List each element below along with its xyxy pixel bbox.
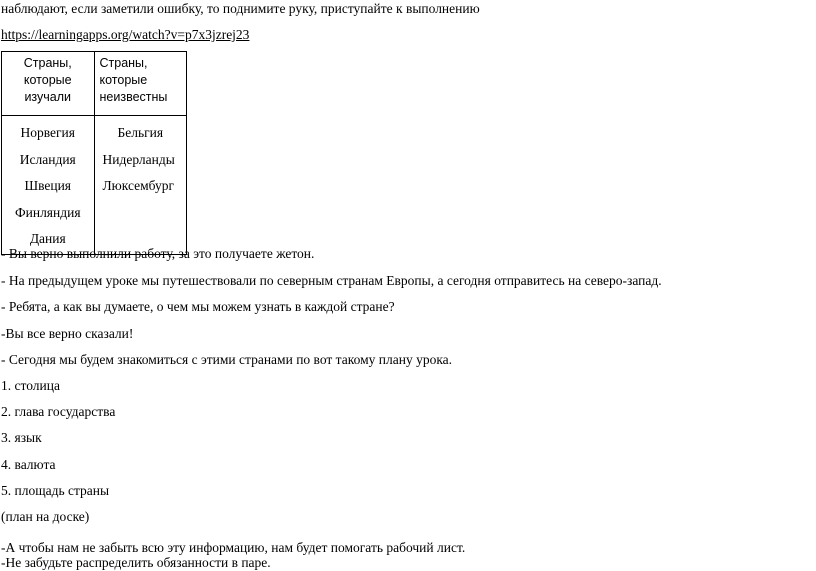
country-sweden: Швеция [24,178,72,193]
text-line: - Ребята, а как вы думаете, о чем мы можем узнать в каждой стране? [1,299,395,314]
learningapps-link[interactable]: https://learningapps.org/watch?v=p7x3jzrej23 [1,27,250,42]
text-line: -Вы все верно сказали! [1,326,134,341]
plan-item: 1. столица [1,378,60,393]
countries-table [1,51,187,255]
plan-item: 4. валюта [1,457,56,472]
text-line: -Не забудьте распределить обязанности в паре. [1,555,271,570]
country-belgium: Бельгия [117,125,164,140]
studied-countries-cell [2,116,95,255]
plan-item: 3. язык [1,430,42,445]
country-norway: Норвегия [20,125,75,140]
plan-item: 2. глава государства [1,404,116,419]
table-header-row [2,52,187,116]
text-line: - На предыдущем уроке мы путешествовали по северным странам Европы, а сегодня отправитесь на северо-запад. [1,273,662,288]
country-iceland: Исландия [19,151,76,167]
text-line: -А чтобы нам не забыть всю эту информацию, нам будет помогать рабочий лист. [1,540,466,555]
table-body-row [2,116,187,255]
intro-text: наблюдают, если заметили ошибку, то поднимите руку, приступайте к выполнению [1,1,480,16]
plan-item: 5. площадь страны [1,483,110,498]
country-denmark: Дания [29,231,66,246]
country-finland: Финляндия [14,204,81,220]
header-unknown-countries: Страны, которые неизвестны [94,52,187,116]
text-line: - Сегодня мы будем знакомиться с этими странами по вот такому плану урока. [1,352,453,367]
country-luxembourg: Люксембург [102,178,175,193]
text-line: (план на доске) [1,509,90,524]
header-studied-countries: Страны, которые изучали [2,52,95,116]
unknown-countries-cell [94,116,187,255]
country-netherlands: Нидерланды [102,151,175,167]
text-line: - Вы верно выполнили работу, за это получаете жетон. [1,246,315,261]
